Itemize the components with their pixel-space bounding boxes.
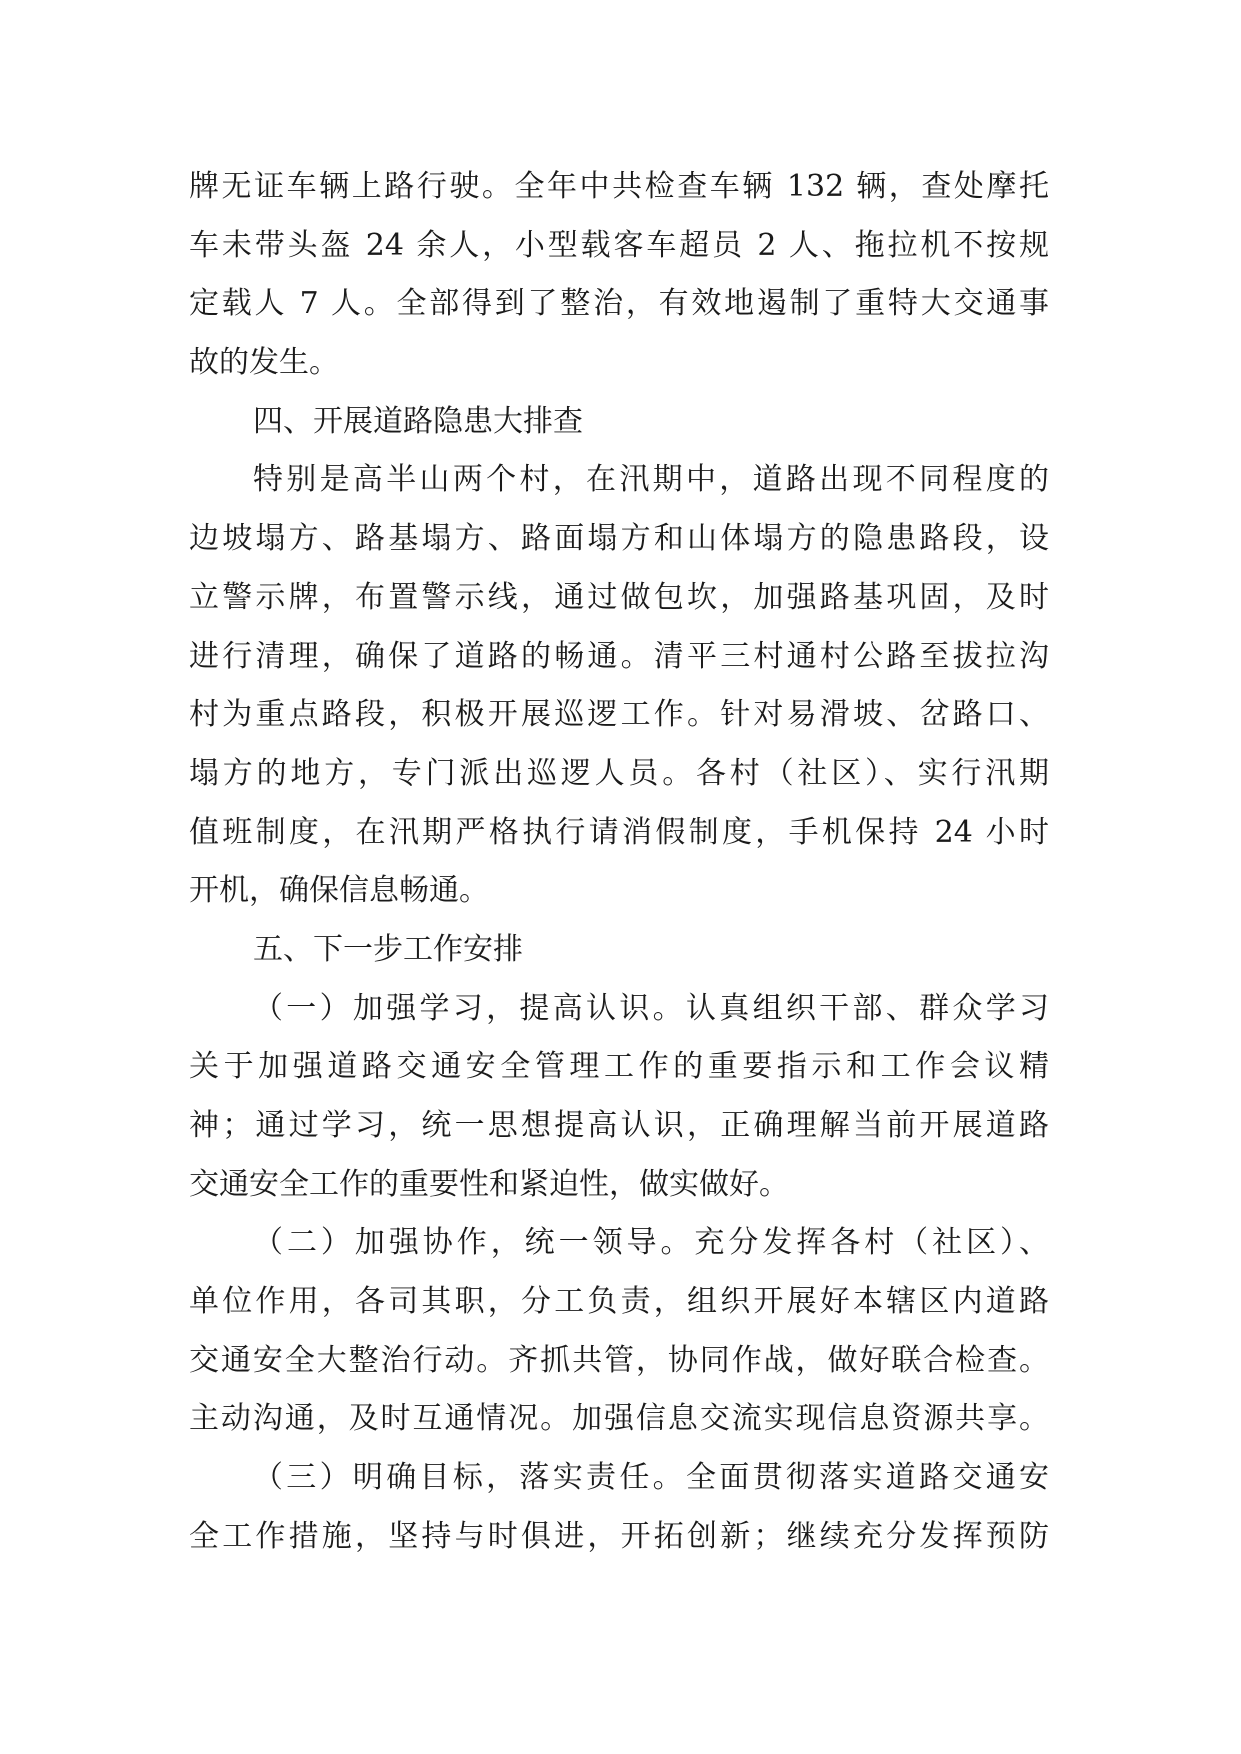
text-line: （二）加强协作，统一领导。充分发挥各村（社区）、 <box>253 1225 1049 1261</box>
text-line: 立警示牌，布置警示线，通过做包坎，加强路基巩固，及时 <box>189 579 1049 615</box>
text-line: 村为重点路段，积极开展巡逻工作。针对易滑坡、岔路口、 <box>189 697 1049 733</box>
section-heading: 四、开展道路隐患大排查 <box>253 403 583 439</box>
text-line: （一）加强学习，提高认识。认真组织干部、群众学习 <box>253 990 1049 1026</box>
text-line: 关于加强道路交通安全管理工作的重要指示和工作会议精 <box>189 1049 1049 1085</box>
text-line: 开机，确保信息畅通。 <box>189 873 489 909</box>
text-line: 神；通过学习，统一思想提高认识，正确理解当前开展道路 <box>189 1108 1049 1143</box>
text-line: 牌无证车辆上路行驶。全年中共检查车辆 132 辆，查处摩托 <box>189 169 1049 204</box>
text-line: 定载人 7 人。全部得到了整治，有效地遏制了重特大交通事 <box>189 286 1049 322</box>
text-line: 值班制度，在汛期严格执行请消假制度，手机保持 24 小时 <box>189 814 1049 850</box>
text-line: 交通安全工作的重要性和紧迫性，做实做好。 <box>189 1166 789 1202</box>
text-line: （三）明确目标，落实责任。全面贯彻落实道路交通安 <box>253 1460 1049 1496</box>
text-line: 进行清理，确保了道路的畅通。清平三村通村公路至拔拉沟 <box>189 638 1049 674</box>
text-line: 主动沟通，及时互通情况。加强信息交流实现信息资源共享。 <box>189 1401 1049 1437</box>
text-line: 塌方的地方，专门派出巡逻人员。各村（社区）、实行汛期 <box>189 755 1049 791</box>
document-body <box>189 158 1049 1567</box>
text-line: 交通安全大整治行动。齐抓共管，协同作战，做好联合检查。 <box>189 1342 1049 1378</box>
text-line: 全工作措施，坚持与时俱进，开拓创新；继续充分发挥预防 <box>189 1518 1049 1554</box>
text-line: 边坡塌方、路基塌方、路面塌方和山体塌方的隐患路段，设 <box>189 521 1049 557</box>
text-line: 车未带头盔 24 余人，小型载客车超员 2 人、拖拉机不按规 <box>189 227 1049 263</box>
text-line: 故的发生。 <box>189 345 339 381</box>
text-line: 单位作用，各司其职，分工负责，组织开展好本辖区内道路 <box>189 1284 1049 1320</box>
text-line: 特别是高半山两个村，在汛期中，道路出现不同程度的 <box>253 462 1049 498</box>
section-heading: 五、下一步工作安排 <box>253 931 523 967</box>
